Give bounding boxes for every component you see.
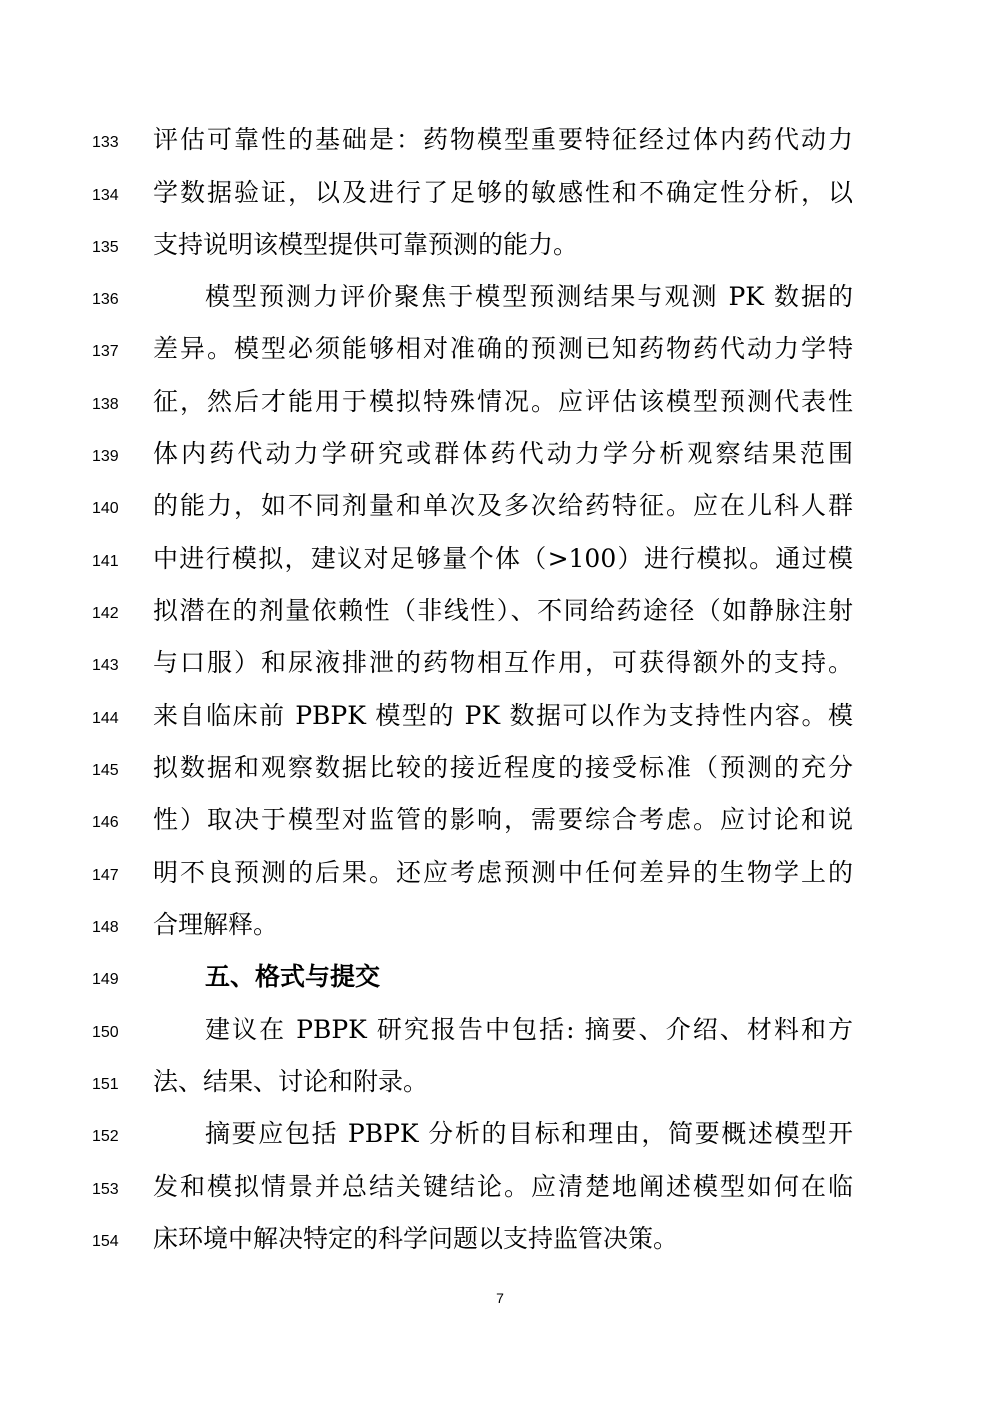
document-line (0, 1115, 1000, 1155)
line-text: 合理解释。 (153, 910, 279, 939)
page-number: 7 (496, 1290, 504, 1306)
line-text: 摘要应包括 PBPK 分析的目标和理由，简要概述模型开 (205, 1119, 853, 1148)
line-number: 137 (92, 343, 119, 360)
line-text: 中进行模拟，建议对足够量个体（>100）进行模拟。通过模 (153, 544, 853, 573)
line-number: 151 (92, 1076, 119, 1093)
document-line (0, 435, 1000, 475)
line-number: 149 (92, 971, 119, 988)
document-line (0, 749, 1000, 789)
line-number: 141 (92, 553, 119, 570)
document-line (0, 121, 1000, 161)
line-text: 体内药代动力学研究或群体药代动力学分析观察结果范围 (153, 439, 853, 468)
line-text: 明不良预测的后果。还应考虑预测中任何差异的生物学上的 (153, 858, 853, 887)
section-heading: 五、格式与提交 (205, 962, 381, 991)
document-line (0, 278, 1000, 318)
document-line (0, 1011, 1000, 1051)
line-text: 征，然后才能用于模拟特殊情况。应评估该模型预测代表性 (153, 387, 853, 416)
document-line (0, 801, 1000, 841)
line-text: 拟数据和观察数据比较的接近程度的接受标准（预测的充分 (153, 753, 853, 782)
line-text: 发和模拟情景并总结关键结论。应清楚地阐述模型如何在临 (153, 1172, 853, 1201)
line-number: 134 (92, 187, 119, 204)
section-heading-line (0, 958, 1000, 998)
line-text: 差异。模型必须能够相对准确的预测已知药物药代动力学特 (153, 334, 853, 363)
line-text: 床环境中解决特定的科学问题以支持监管决策。 (153, 1224, 679, 1253)
line-number: 144 (92, 710, 119, 727)
line-text: 性）取决于模型对监管的影响，需要综合考虑。应讨论和说 (153, 805, 853, 834)
line-text: 与口服）和尿液排泄的药物相互作用，可获得额外的支持。 (153, 648, 853, 677)
line-number: 154 (92, 1233, 119, 1250)
line-text: 学数据验证，以及进行了足够的敏感性和不确定性分析，以 (153, 178, 853, 207)
document-line (0, 1220, 1000, 1260)
line-number: 148 (92, 919, 119, 936)
line-number: 150 (92, 1024, 119, 1041)
line-text: 来自临床前 PBPK 模型的 PK 数据可以作为支持性内容。模 (153, 701, 853, 730)
document-line (0, 697, 1000, 737)
document-line (0, 383, 1000, 423)
line-text: 评估可靠性的基础是：药物模型重要特征经过体内药代动力 (153, 125, 853, 154)
line-number: 147 (92, 867, 119, 884)
document-line (0, 174, 1000, 214)
line-number: 142 (92, 605, 119, 622)
document-line (0, 226, 1000, 266)
line-number: 139 (92, 448, 119, 465)
line-text: 法、结果、讨论和附录。 (153, 1067, 429, 1096)
document-line (0, 854, 1000, 894)
line-number: 133 (92, 134, 119, 151)
line-number: 146 (92, 814, 119, 831)
line-text: 的能力，如不同剂量和单次及多次给药特征。应在儿科人群 (153, 491, 853, 520)
line-number: 143 (92, 657, 119, 674)
line-text: 拟潜在的剂量依赖性（非线性）、不同给药途径（如静脉注射 (153, 596, 853, 625)
document-line (0, 906, 1000, 946)
document-line (0, 330, 1000, 370)
line-number: 153 (92, 1181, 119, 1198)
line-number: 140 (92, 500, 119, 517)
document-line (0, 1063, 1000, 1103)
line-number: 152 (92, 1128, 119, 1145)
document-line (0, 1168, 1000, 1208)
line-text: 支持说明该模型提供可靠预测的能力。 (153, 230, 579, 259)
document-line (0, 592, 1000, 632)
line-number: 135 (92, 239, 119, 256)
document-line (0, 644, 1000, 684)
line-number: 136 (92, 291, 119, 308)
line-number: 138 (92, 396, 119, 413)
line-number: 145 (92, 762, 119, 779)
line-text: 模型预测力评价聚焦于模型预测结果与观测 PK 数据的 (205, 282, 853, 311)
document-line (0, 540, 1000, 580)
document-line (0, 487, 1000, 527)
line-text: 建议在 PBPK 研究报告中包括: 摘要、介绍、材料和方 (205, 1015, 853, 1044)
